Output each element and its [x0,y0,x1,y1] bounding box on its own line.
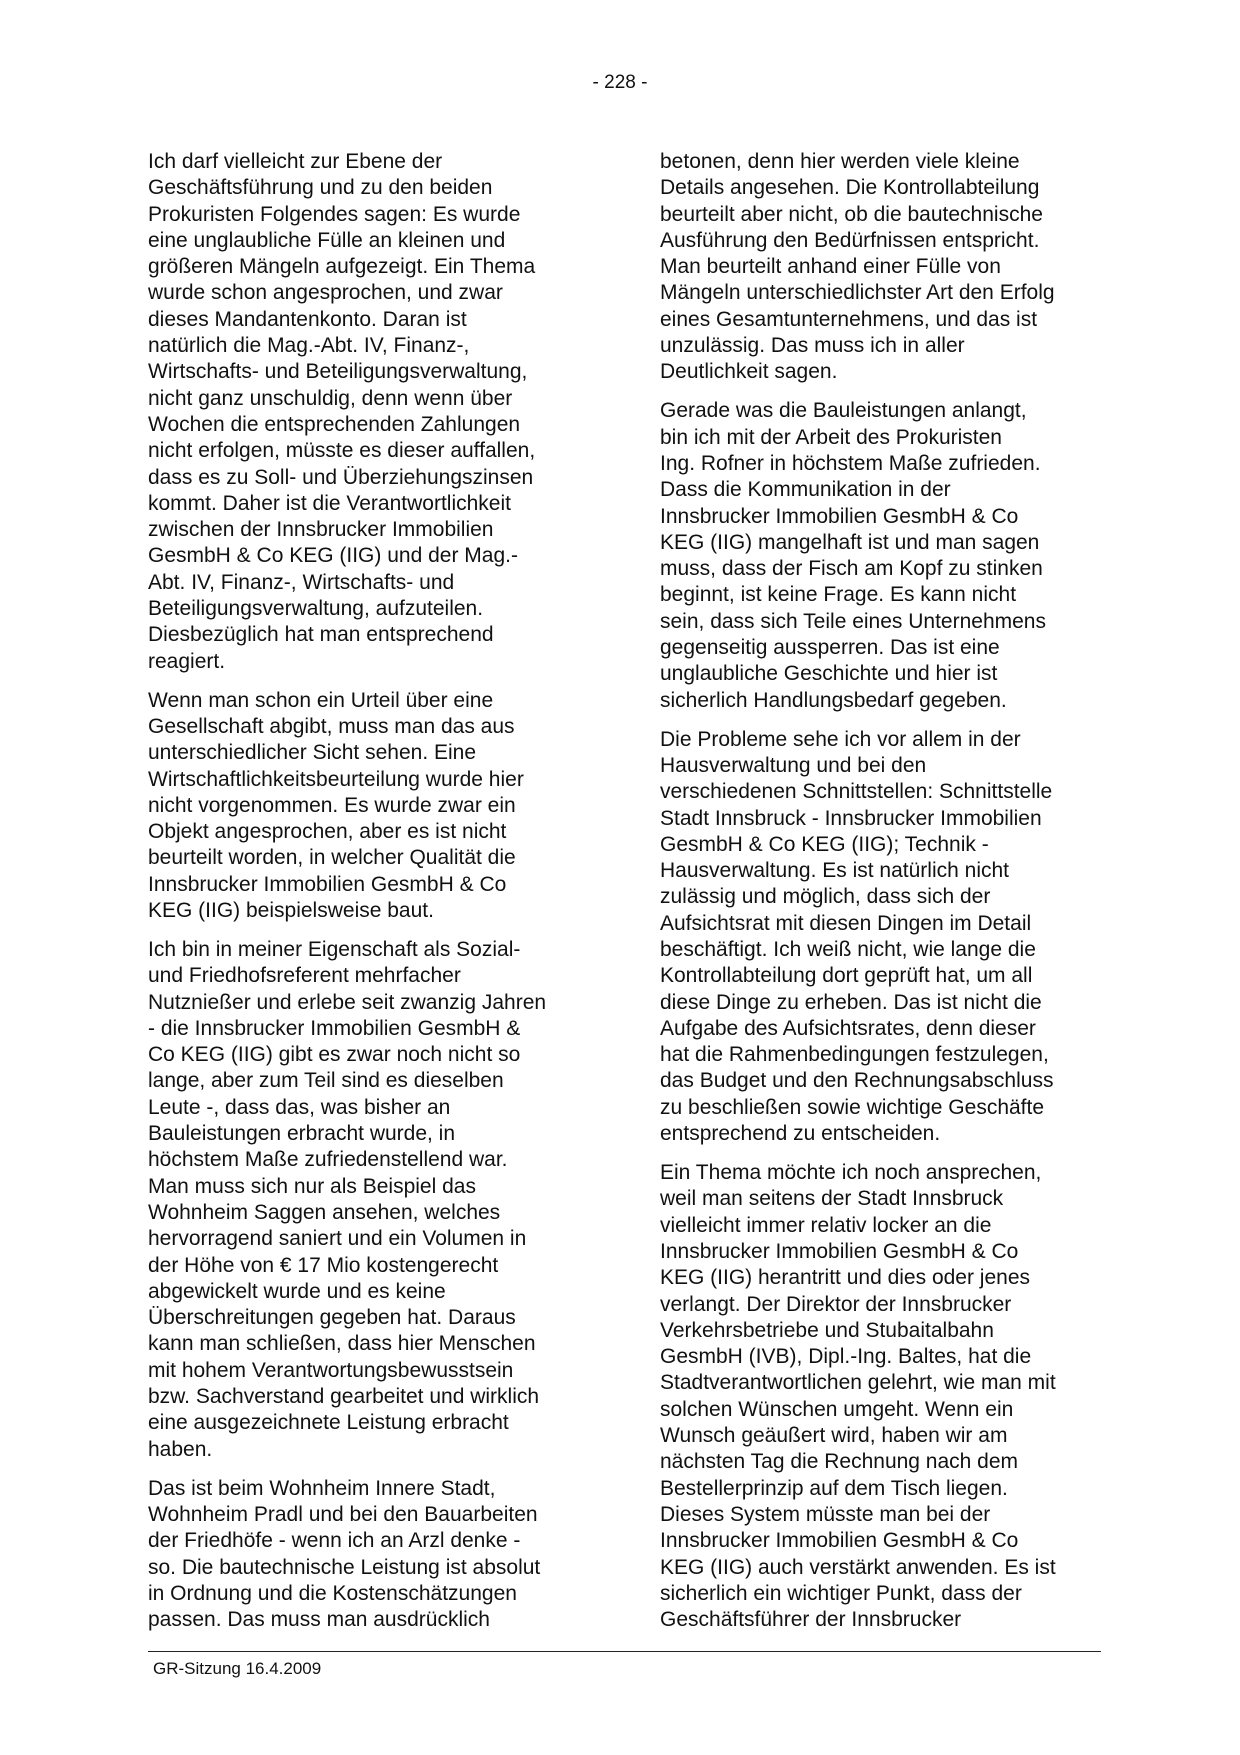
paragraph: Die Probleme sehe ich vor allem in der Hausverwaltung und bei den verschiedenen Schnittstellen: Schnittstelle Stadt Innsbruck - Innsbrucker Immobilien GesmbH & Co KEG (IIG); Technik - Hausverwaltung. Es ist natürlich nicht zulässig und möglich, dass sich der Aufsichtsrat mit diesen Dingen im Detail beschäftigt. Ich weiß nicht, wie lange die Kontrollabteilung dort geprüft hat, um all diese Dinge zu erheben. Das ist nicht die Aufgabe des Aufsichtsrates, denn dieser hat die Rahmenbedingungen festzulegen, das Budget und den Rechnungsabschluss zu beschließen sowie wichtige Geschäfte entsprechend zu entscheiden. [660,727,1054,1146]
paragraph: betonen, denn hier werden viele kleine Details angesehen. Die Kontrollabteilung beurteilt aber nicht, ob die bautechnische Ausführung den Bedürfnissen entspricht. Man beurteilt anhand einer Fülle von Mängeln unterschiedlichster Art den Erfolg eines Gesamtunternehmens, und das ist unzulässig. Das muss ich in aller Deutlichkeit sagen. [660,150,1055,384]
paragraph: Ich darf vielleicht zur Ebene der Geschäftsführung und zu den beiden Prokuristen Folgendes sagen: Es wurde eine unglaubliche Fülle an kleinen und größeren Mängeln aufgezeigt. Ein Thema wurde schon angesprochen, und zwar dieses Mandantenkonto. Daran ist natürlich die Mag.-Abt. IV, Finanz-, Wirtschafts- und Beteiligungsverwaltung, nicht ganz unschuldig, denn wenn über Wochen die entsprechenden Zahlungen nicht erfolgen, müsste es dieser auffallen, dass es zu Soll- und Überziehungszinsen kommt. Daher ist die Verantwortlichkeit zwischen der Innsbrucker Immobilien GesmbH & Co KEG (IIG) und der Mag.- Abt. IV, Finanz-, Wirtschafts- und Beteiligungsverwaltung, aufzuteilen. Diesbezüglich hat man entsprechend reagiert. [148,150,536,673]
footer-rule [148,1651,1101,1652]
paragraph: Ein Thema möchte ich noch ansprechen, weil man seitens der Stadt Innsbruck vielleicht immer relativ locker an die Innsbrucker Immobilien GesmbH & Co KEG (IIG) herantritt und dies oder jenes verlangt. Der Direktor der Innsbrucker Verkehrsbetriebe und Stubaitalbahn GesmbH (IVB), Dipl.-Ing. Baltes, hat die Stadtverantwortlichen gelehrt, wie man mit solchen Wünschen umgeht. Wenn ein Wunsch geäußert wird, haben wir am nächsten Tag die Rechnung nach dem Bestellerprinzip auf dem Tisch liegen. Dieses System müsste man bei der Innsbrucker Immobilien GesmbH & Co KEG (IIG) auch verstärkt anwenden. Es ist sicherlich ein wichtiger Punkt, dass der Geschäftsführer der Innsbrucker [660,1161,1056,1632]
right-column [660,149,1102,1646]
left-column [148,149,590,1646]
paragraph: Gerade was die Bauleistungen anlangt, bin ich mit der Arbeit des Prokuristen Ing. Rofner in höchstem Maße zufrieden. Dass die Kommunikation in der Innsbrucker Immobilien GesmbH & Co KEG (IIG) mangelhaft ist und man sagen muss, dass der Fisch am Kopf zu stinken beginnt, ist keine Frage. Es kann nicht sein, dass sich Teile eines Unternehmens gegenseitig aussperren. Das ist eine unglaubliche Geschichte und hier ist sicherlich Handlungsbedarf gegeben. [660,399,1046,712]
paragraph: Das ist beim Wohnheim Innere Stadt, Wohnheim Pradl und bei den Bauarbeiten der Friedhöfe - wenn ich an Arzl denke - so. Die bautechnische Leistung ist absolut in Ordnung und die Kostenschätzungen passen. Das muss man ausdrücklich [148,1476,541,1632]
paragraph: Wenn man schon ein Urteil über eine Gesellschaft abgibt, muss man das aus unterschiedlicher Sicht sehen. Eine Wirtschaftlichkeitsbeurteilung wurde hier nicht vorgenommen. Es wurde zwar ein Objekt angesprochen, aber es ist nicht beurteilt worden, in welcher Qualität die Innsbrucker Immobilien GesmbH & Co KEG (IIG) beispielsweise baut. [148,688,524,922]
page-number: - 228 - [592,72,648,93]
paragraph: Ich bin in meiner Eigenschaft als Sozial- und Friedhofsreferent mehrfacher Nutznießer und erlebe seit zwanzig Jahren - die Innsbrucker Immobilien GesmbH & Co KEG (IIG) gibt es zwar noch nicht so lange, aber zum Teil sind es dieselben Leute -, dass das, was bisher an Bauleistungen erbracht wurde, in höchstem Maße zufriedenstellend war. Man muss sich nur als Beispiel das Wohnheim Saggen ansehen, welches hervorragend saniert und ein Volumen in der Höhe von € 17 Mio kostengerecht abgewickelt wurde und es keine Überschreitungen gegeben hat. Daraus kann man schließen, dass hier Menschen mit hohem Verantwortungsbewusstsein bzw. Sachverstand gearbeitet und wirklich eine ausgezeichnete Leistung erbracht haben. [148,937,547,1461]
footer-text: GR-Sitzung 16.4.2009 [153,1659,322,1678]
